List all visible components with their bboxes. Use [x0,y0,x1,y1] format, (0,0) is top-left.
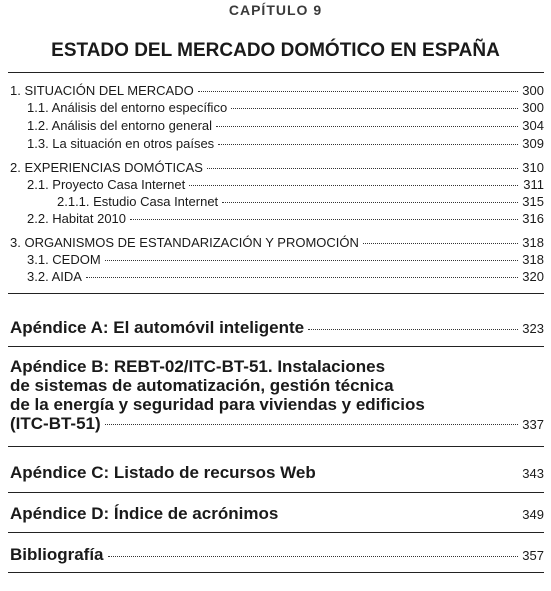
appendix-d-page: 349 [522,507,544,522]
toc-entry-page: 316 [522,211,544,226]
chapter-label: CAPÍTULO 9 [228,2,323,18]
toc-entry-page: 311 [523,177,544,192]
toc-entry-page: 309 [522,136,544,151]
toc-entry-label: 2.1. Proyecto Casa Internet [27,177,186,192]
dot-leader [218,144,518,145]
toc-entry-1-2[interactable] [27,118,544,134]
toc-entry-label: 3. ORGANISMOS DE ESTANDARIZACIÓN Y PROMOCIÓN [10,235,359,250]
toc-entry-label: 1.3. La situación en otros países [27,136,215,151]
toc-entry-2-1-1[interactable] [57,194,544,210]
dot-leader [282,515,518,516]
dot-leader [105,424,519,425]
appendix-c-entry[interactable] [10,463,544,483]
dot-leader [105,260,518,261]
appendix-b-line: de la energía y seguridad para viviendas y edificios [10,395,425,414]
toc-entry-label: 3.2. AIDA [27,269,82,284]
dot-leader [222,202,518,203]
appendix-b-line: de sistemas de automatización, gestión técnica [10,376,394,395]
dot-leader [207,168,518,169]
toc-entry-page: 310 [522,160,544,175]
bibliography-entry[interactable] [10,545,544,565]
dot-leader [86,277,518,278]
bibliography-label: Bibliografía [10,545,104,564]
dot-leader [320,474,518,475]
toc-entry-page: 320 [522,269,544,284]
chapter-title: ESTADO DEL MERCADO DOMÓTICO EN ESPAÑA [51,40,500,61]
toc-entry-label: 1. SITUACIÓN DEL MERCADO [10,83,194,98]
appendix-a-label: Apéndice A: El automóvil inteligente [10,318,305,337]
divider [8,532,544,533]
toc-entry-label: 2.2. Habitat 2010 [27,211,127,226]
bibliography-page: 357 [522,548,544,563]
divider [8,293,544,294]
divider [8,572,544,573]
divider [8,72,544,73]
toc-entry-label: 2.1.1. Estudio Casa Internet [57,194,219,209]
toc-entry-page: 300 [522,100,544,115]
toc-entry-label: 3.1. CEDOM [27,252,101,267]
dot-leader [308,329,518,330]
appendix-d-label: Apéndice D: Índice de acrónimos [10,504,279,523]
divider [8,492,544,493]
toc-entry-page: 315 [522,194,544,209]
dot-leader [216,126,518,127]
toc-entry-1-3[interactable] [27,136,544,152]
toc-entry-1-1[interactable] [27,100,544,116]
appendix-c-label: Apéndice C: Listado de recursos Web [10,463,316,482]
toc-entry-1[interactable] [10,83,544,99]
dot-leader [231,108,518,109]
toc-entry-2-2[interactable] [27,211,544,227]
appendix-d-entry[interactable] [10,504,544,524]
toc-entry-page: 300 [522,83,544,98]
dot-leader [198,91,518,92]
appendix-b-page: 337 [522,417,544,432]
toc-entry-page: 304 [522,118,544,133]
dot-leader [130,219,518,220]
toc-entry-3[interactable] [10,235,544,251]
appendix-b-line: (ITC-BT-51) [10,414,101,433]
appendix-b-entry[interactable] [10,357,544,434]
toc-entry-label: 1.2. Análisis del entorno general [27,118,213,133]
toc-entry-page: 318 [522,252,544,267]
appendix-a-page: 323 [522,321,544,336]
toc-entry-2[interactable] [10,160,544,176]
dot-leader [189,185,518,186]
toc-entry-2-1[interactable] [27,177,544,193]
appendix-a-entry[interactable] [10,318,544,338]
toc-entry-3-2[interactable] [27,269,544,285]
dot-leader [108,556,518,557]
appendix-c-page: 343 [522,466,544,481]
toc-entry-page: 318 [522,235,544,250]
toc-entry-3-1[interactable] [27,252,544,268]
toc-entry-label: 2. EXPERIENCIAS DOMÓTICAS [10,160,203,175]
dot-leader [363,243,518,244]
divider [8,446,544,447]
toc-entry-label: 1.1. Análisis del entorno específico [27,100,228,115]
divider [8,346,544,347]
appendix-b-line: Apéndice B: REBT-02/ITC-BT-51. Instalaciones [10,357,386,376]
